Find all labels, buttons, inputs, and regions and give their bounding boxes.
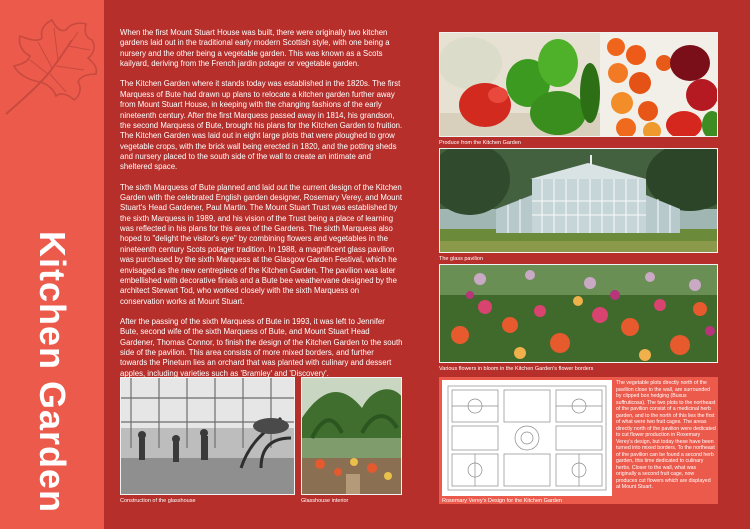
caption-flowers: Various flowers in bloom in the Kitchen Garden's flower borders — [439, 366, 594, 372]
caption-pavilion: The glass pavilion — [439, 256, 484, 262]
caption-produce: Produce from the Kitchen Garden — [439, 140, 521, 146]
body-text — [120, 28, 403, 389]
caption-interior: Glasshouse interior — [301, 498, 349, 504]
paragraph: The Kitchen Garden where it stands today was established in the 1820s. The first Marquess of Bute had drawn up plans to relocate a kitchen garden further away from Mount Stuart House, in keeping with the changing fashions of the early nineteenth century. After the first Marquess passed away in 1814, his grandson, the second Marquess of Bute, brought his plans for the Kitchen Garden to fruition. The Kitchen Garden was laid out in eight large plots that were ploughed to grow vegetable crops, with the brick wall being erected in 1820, and the potting sheds and nursery placed to the south side of the wall to create an intimate and sheltered space. — [120, 79, 403, 172]
page-title: Kitchen Garden — [32, 230, 73, 514]
flowers-image — [440, 265, 718, 363]
garden-plan-drawing — [442, 380, 612, 496]
pavilion-photo — [439, 148, 718, 253]
plan-note: The vegetable plots directly north of the pavilion close to the wall, are surrounded by clipped box hedging (Buxus suffruticosa). The two plots to the northeast of the pavilion consist of a medicinal herb garden, and to the north of this lies the first of what were two fruit cages. The areas directly north of the pavilion were dedicated to cut flower production in Rosemary Verey's design, but today these have been turned into mixed borders. To the northeast of the pavilion can be found a second herb garden, this time dedicated to culinary herbs. Closer to the wall, what was originally a second fruit cage, now produces cut flowers which are displayed at Mount Stuart. — [616, 380, 716, 490]
oak-leaf-icon — [0, 18, 104, 123]
paragraph: After the passing of the sixth Marquess of Bute in 1993, it was left to Jennifer Bute, second wife of the sixth Marquess of Bute, and Mount Stuart Head Gardener, Thomas Connor, to finish the design of the Kitchen Garden to the south side of the pavilion. This area consists of more mixed borders, and further towards the Pinetum lies an orchard that was planted with culinary and dessert apples, including varieties such as 'Bramley' and 'Discovery'. — [120, 316, 403, 378]
paragraph: The sixth Marquess of Bute planned and laid out the current design of the Kitchen Garden with the celebrated English garden designer, Rosemary Verey, and Mount Stuart's Head Gardener, Paul Martin. The Mount Stuart Trust was established by the sixth Marquess in 1989, and his vision of the Trust being a place of learning was reflected in his plans for this area of the Gardens. The sixth Marquess also hoped to "delight the visitor's eye" by combining flowers and vegetables in the nineteenth century Scots potager tradition. In 1988, a magnificent glass pavilion was purchased by the sixth Marquess at the Glasgow Garden Festival, which he envisaged as the new centrepiece of the Kitchen Garden. The pavilion was later embellished with decorative finials and a Bute bee weathervane designed by the architect Stewart Tod, who worked closely with the sixth Marquess on conservation works at Mount Stuart. — [120, 182, 403, 306]
title-strip — [0, 0, 104, 529]
flowers-photo — [439, 264, 718, 363]
interior-image — [302, 378, 402, 495]
plan-image — [442, 380, 612, 496]
construction-image — [121, 378, 295, 495]
caption-construction: Construction of the glasshouse — [120, 498, 196, 504]
paragraph: When the first Mount Stuart House was built, there were originally two kitchen gardens laid out in the traditional early modern Scottish style, with one being a nursery and the other being a vegetable garden. This was known as a Scots kailyard, deriving from the French jardin potager or vegetable garden. — [120, 28, 390, 69]
produce-photo — [439, 32, 718, 137]
caption-plan: Rosemary Verey's Design for the Kitchen Garden — [442, 498, 562, 504]
produce-image — [440, 33, 718, 137]
interior-photo — [301, 377, 402, 495]
pavilion-image — [440, 149, 718, 253]
construction-photo — [120, 377, 295, 495]
